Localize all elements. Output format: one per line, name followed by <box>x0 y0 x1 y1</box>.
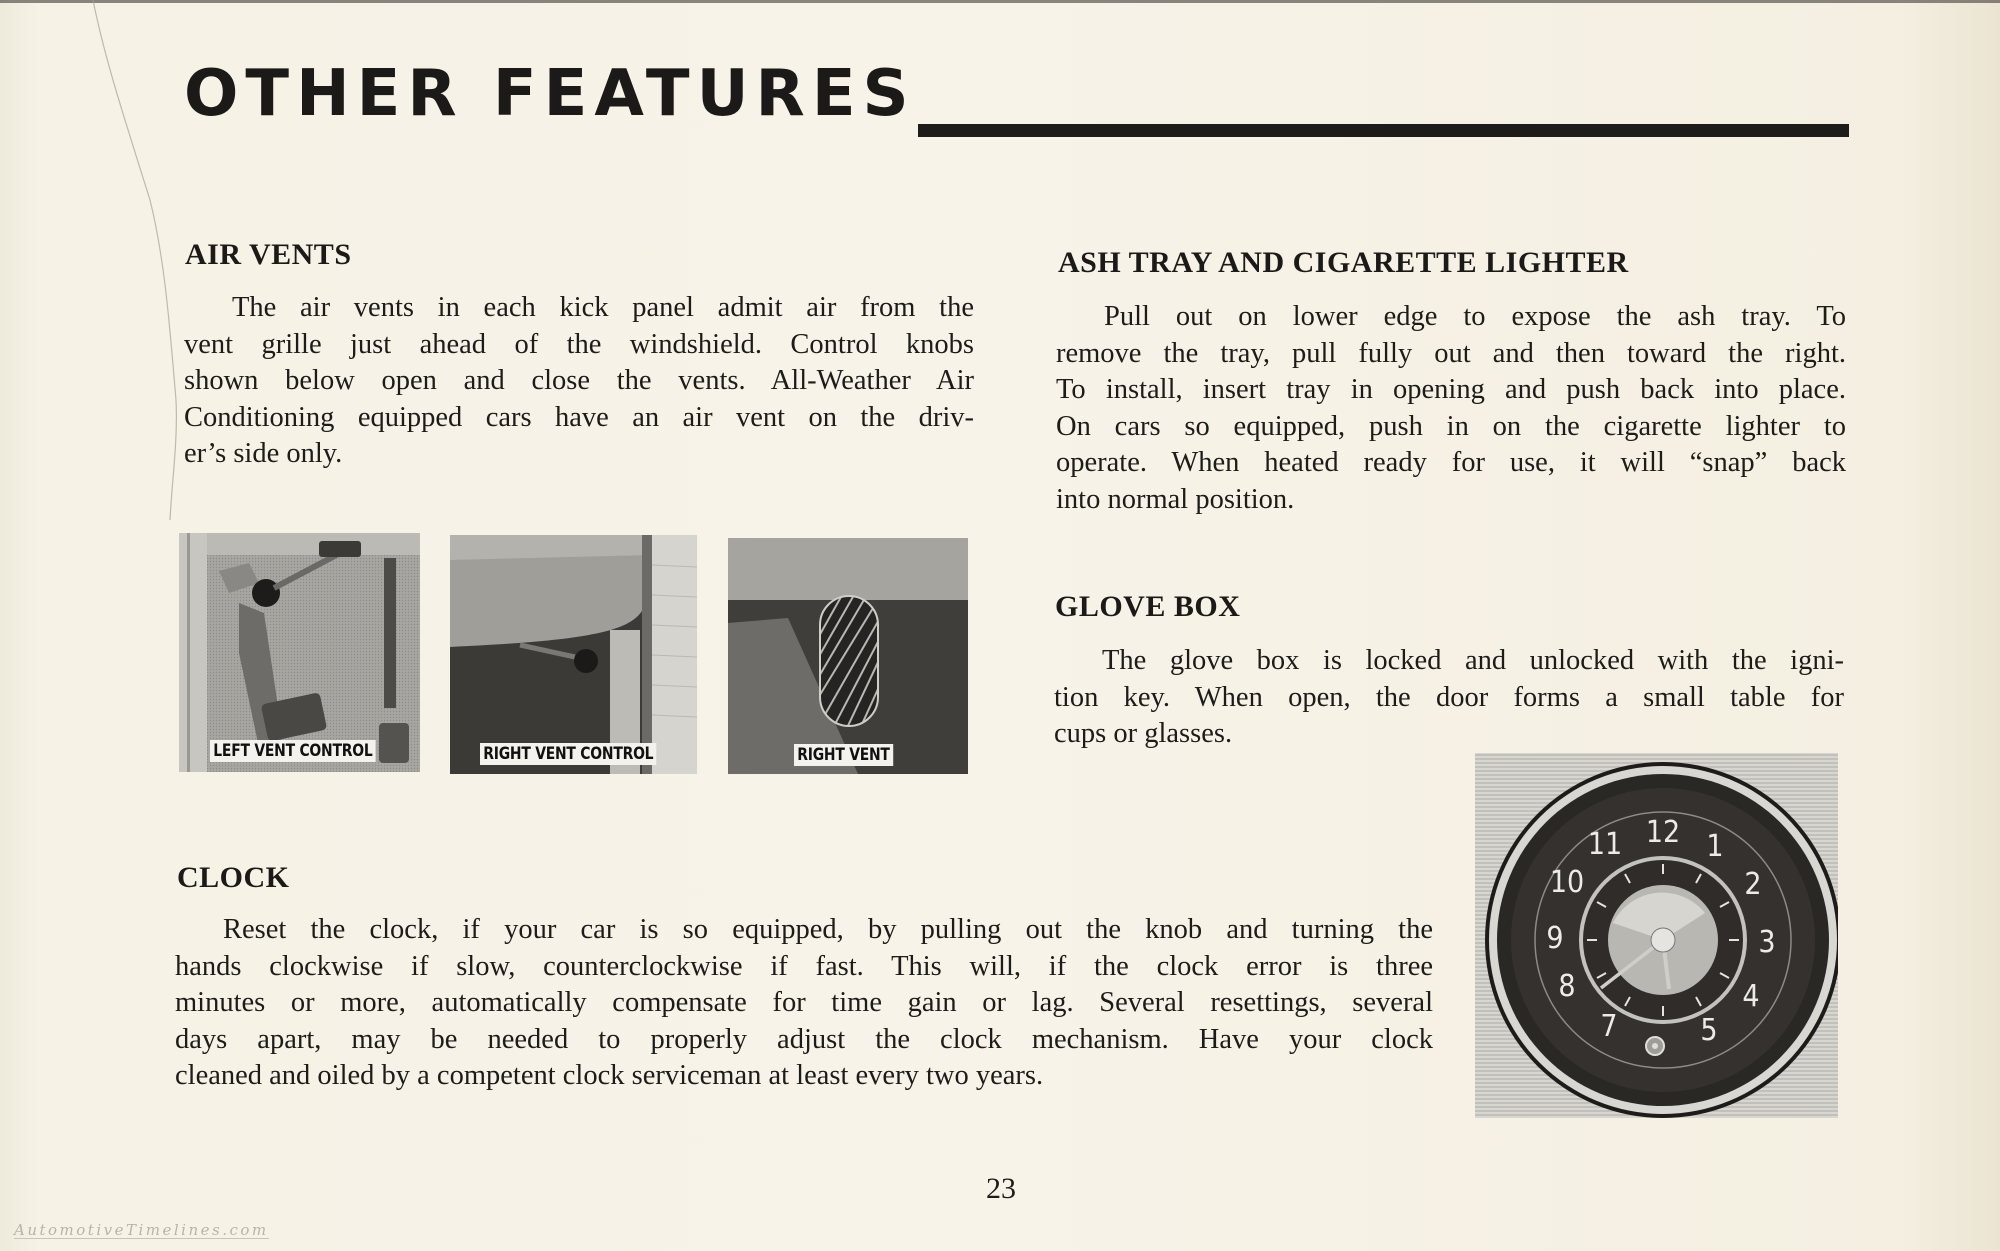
text-line: remove the tray, pull fully out and then toward the right. <box>1056 337 1846 369</box>
numeral-2: 2 <box>1744 867 1762 902</box>
heading-clock: CLOCK <box>177 861 290 894</box>
page-number: 23 <box>986 1172 1016 1205</box>
text-line: On cars so equipped, push in on the cigarette lighter to <box>1056 410 1846 442</box>
clock-illustration <box>1475 753 1838 1118</box>
text-line: The air vents in each kick panel admit air from the <box>232 292 974 323</box>
text-line: To install, insert tray in opening and push back into place. <box>1056 374 1846 405</box>
text-line: Reset the clock, if your car is so equipped, by pulling out the knob and turning the <box>223 914 1433 945</box>
watermark: AutomotiveTimelines.com <box>14 1221 269 1239</box>
clock-body <box>175 912 1433 1095</box>
photo-right-vent-control <box>450 535 697 774</box>
ash-tray-body <box>1056 299 1846 518</box>
caption-right-vent-control: RIGHT VENT CONTROL <box>480 743 657 765</box>
photo-left-vent-control <box>179 533 420 772</box>
text-line: days apart, may be needed to properly adjust the clock mechanism. Have your clock <box>175 1023 1433 1055</box>
page-title: OTHER FEATURES <box>184 57 916 131</box>
pedals-illustration <box>179 533 420 772</box>
heading-glove-box: GLOVE BOX <box>1055 590 1241 623</box>
numeral-4: 4 <box>1742 979 1760 1014</box>
text-line: shown below open and close the vents. All-Weather Air <box>184 365 974 396</box>
caption-left-vent-control: LEFT VENT CONTROL <box>210 740 376 762</box>
air-vents-body <box>184 290 974 473</box>
numeral-3: 3 <box>1758 925 1776 960</box>
text-line: operate. When heated ready for use, it will “snap” back <box>1056 447 1846 478</box>
photo-right-vent <box>728 538 968 774</box>
numeral-8: 8 <box>1558 969 1576 1004</box>
numeral-12: 12 <box>1645 815 1681 850</box>
text-line: cleaned and oiled by a competent clock serviceman at least every two years. <box>175 1060 1044 1091</box>
numeral-10: 10 <box>1549 865 1585 900</box>
text-line: Conditioning equipped cars have an air vent on the driv- <box>184 401 974 433</box>
numeral-5: 5 <box>1700 1013 1718 1048</box>
title-rule <box>918 124 1849 137</box>
caption-right-vent: RIGHT VENT <box>794 744 893 766</box>
heading-ash-tray: ASH TRAY AND CIGARETTE LIGHTER <box>1058 246 1629 279</box>
page-top-edge <box>0 0 2000 3</box>
text-line: Pull out on lower edge to expose the ash tray. To <box>1104 301 1846 332</box>
text-line: cups or glasses. <box>1054 718 1233 749</box>
text-line: er’s side only. <box>184 438 343 469</box>
text-line: tion key. When open, the door forms a small table for <box>1054 681 1844 713</box>
text-line: vent grille just ahead of the windshield. Control knobs <box>184 328 974 360</box>
text-line: The glove box is locked and unlocked with the igni- <box>1102 645 1844 676</box>
text-line: into normal position. <box>1056 483 1295 515</box>
vent-grille-illustration <box>728 538 968 774</box>
kick-panel-knob-illustration <box>450 535 697 774</box>
photo-clock <box>1475 753 1838 1118</box>
heading-air-vents: AIR VENTS <box>185 238 352 271</box>
text-line: minutes or more, automatically compensate for time gain or lag. Several resettings, several <box>175 987 1433 1018</box>
numeral-9: 9 <box>1546 921 1564 956</box>
numeral-11: 11 <box>1587 827 1623 862</box>
text-line: hands clockwise if slow, counterclockwise if fast. This will, if the clock error is three <box>175 950 1433 982</box>
numeral-7: 7 <box>1600 1009 1618 1044</box>
glove-box-body <box>1054 643 1844 753</box>
numeral-1: 1 <box>1706 829 1724 864</box>
